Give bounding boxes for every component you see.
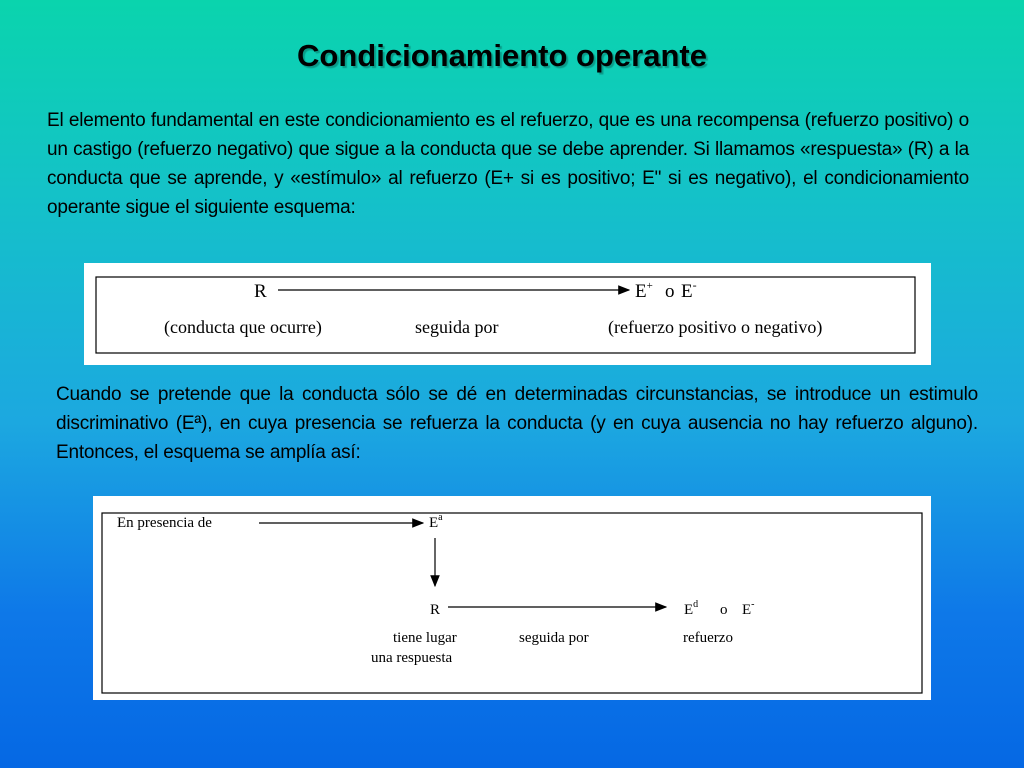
caption-takes-place: tiene lugar [393,630,457,646]
diagram-frame [96,277,915,353]
r-label: R [430,602,441,618]
caption-reinforcement: (refuerzo positivo o negativo) [608,317,823,337]
caption-behavior: (conducta que ocurre) [164,317,322,337]
operant-scheme-diagram [84,263,931,365]
caption-followed-by: seguida por [519,630,589,646]
ea-label: $E^a$ [429,512,443,531]
or-label: o [720,602,728,618]
caption-followed-by: seguida por [415,317,499,337]
caption-a-response: una respuesta [371,650,453,666]
e-minus-label: E- [742,599,755,618]
discriminative-scheme-diagram [93,496,931,700]
or-label: o [665,281,675,302]
presence-label: En presencia de [117,515,212,531]
intro-paragraph: El elemento fundamental en este condicionamiento es el refuerzo, que es una recompensa (refuerzo positivo) o un castigo (refuerzo negativo) que sigue a la conducta que se debe aprender. Si llamamos «respuesta» (R) a la conducta que se aprende, y «estímulo» al refuerzo (E+ si es positivo; E" si es negativo), el condicionamiento operante sigue el siguiente esquema: [47,110,969,218]
discriminative-paragraph: Cuando se pretende que la conducta sólo se dé en determinadas circunstancias, se introduce un estimulo discriminativo (Eª), en cuya presencia se refuerza la conducta (y en cuya ausencia no hay refuerzo alguno). Entonces, el esquema se amplía así: [56,384,978,463]
caption-reinforcement: refuerzo [683,630,733,646]
diagram-frame [102,513,922,693]
r-label: R [254,281,267,302]
slide-title: Condicionamiento operante [297,38,707,73]
e-minus-label: E- [681,278,697,302]
ed-label: $E^d$ [684,599,699,618]
e-plus-label: E+ [635,280,653,302]
